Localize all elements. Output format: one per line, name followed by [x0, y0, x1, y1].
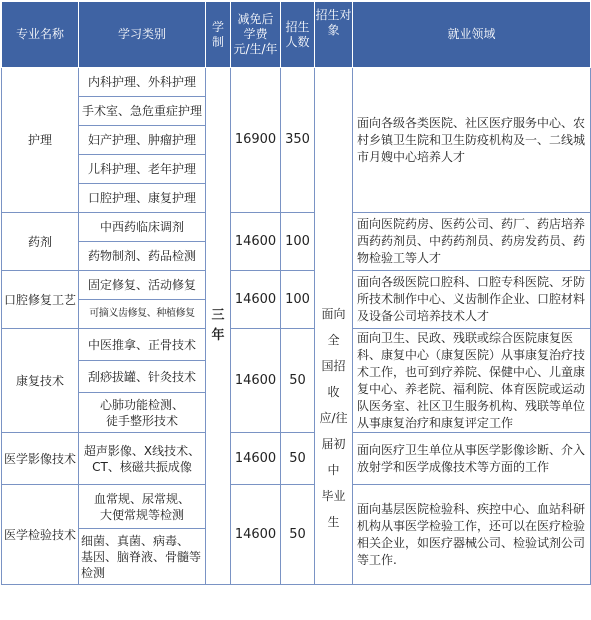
- header-target: [315, 2, 353, 68]
- header-fee-line3: 元/生/年: [233, 42, 278, 56]
- target-line5: 毕业生: [321, 489, 346, 530]
- target-line4: 届初中: [321, 437, 346, 478]
- table-row: [2, 213, 591, 242]
- category-line: 大便常规等检测: [99, 507, 184, 522]
- category-cell: [79, 485, 206, 529]
- major-name: 医学影像技术: [2, 433, 79, 485]
- table-row: [2, 68, 591, 97]
- header-row: [2, 2, 591, 68]
- quota-cell: 350: [281, 68, 315, 213]
- quota-cell: 100: [281, 271, 315, 329]
- fee-cell: 16900: [231, 68, 281, 213]
- header-quota-line1: 招生: [285, 19, 310, 34]
- duration-cell: [206, 68, 231, 585]
- fee-cell: 14600: [231, 271, 281, 329]
- category-cell: 手术室、急危重症护理: [79, 97, 206, 126]
- category-cell: 固定修复、活动修复: [79, 271, 206, 300]
- major-name: 医学检验技术: [2, 485, 79, 585]
- employment-cell: 面向各级医院口腔科、口腔专科医院、牙防所技术制作中心、义齿制作企业、口腔材料及设备公司培养技术人才: [353, 271, 591, 329]
- category-cell: 药物制剂、药品检测: [79, 242, 206, 271]
- quota-cell: 50: [281, 485, 315, 585]
- program-table: [1, 1, 591, 585]
- header-quota-line2: 人数: [285, 34, 310, 49]
- target-line2: 国招收: [321, 359, 346, 400]
- category-cell: [79, 393, 206, 433]
- category-line: 心肺功能检测、: [99, 397, 184, 412]
- target-line3: 应/往: [319, 411, 348, 426]
- fee-cell: 14600: [231, 433, 281, 485]
- header-employment: 就业领域: [353, 2, 591, 68]
- target-line1: 面向全: [321, 307, 346, 348]
- quota-cell: 50: [281, 433, 315, 485]
- target-cell-blank: [315, 68, 353, 213]
- quota-cell: 50: [281, 329, 315, 433]
- category-line: CT、核磁共振成像: [92, 459, 192, 474]
- major-name: 药剂: [2, 213, 79, 271]
- category-cell: 中西药临床调剂: [79, 213, 206, 242]
- header-target-line1: 招生对: [315, 8, 352, 22]
- duration-line2: 年: [211, 328, 225, 343]
- header-fee: [231, 2, 281, 68]
- category-cell: 妇产护理、肿瘤护理: [79, 126, 206, 155]
- category-cell: 儿科护理、老年护理: [79, 155, 206, 184]
- category-cell: 口腔护理、康复护理: [79, 184, 206, 213]
- employment-cell: 面向卫生、民政、残联或综合医院康复医科、康复中心（康复医院）从事康复治疗技术工作，也可到疗养院、保健中心、儿童康复中心、养老院、福利院、体育医院或运动队医务室、社区卫生服务机构、残联等单位从事康复治疗和康复评定工作: [353, 329, 591, 433]
- category-cell: 内科护理、外科护理: [79, 68, 206, 97]
- category-cell: [79, 529, 206, 585]
- category-cell: [79, 433, 206, 485]
- header-fee-line2: 学费: [243, 27, 268, 41]
- category-line: 超声影像、X线技术、: [83, 443, 201, 458]
- major-name: 口腔修复工艺: [2, 271, 79, 329]
- table-row: [2, 329, 591, 361]
- category-line: 徒手整形技术: [105, 413, 178, 428]
- category-line: 细菌、真菌、病毒、: [81, 533, 190, 548]
- category-line: 血常规、尿常规、: [93, 491, 190, 506]
- table-row: [2, 433, 591, 485]
- category-line: 基因、脑脊液、骨髓等: [81, 549, 202, 564]
- header-major: 专业名称: [2, 2, 79, 68]
- header-quota: [281, 2, 315, 68]
- employment-cell: 面向基层医院检验科、疾控中心、血站科研机构从事医学检验工作，还可以在医疗检验相关企业，如医疗器械公司、检验试剂公司等工作.: [353, 485, 591, 585]
- target-cell: [315, 213, 353, 585]
- category-line: 检测: [81, 565, 106, 580]
- quota-cell: 100: [281, 213, 315, 271]
- employment-cell: 面向医疗卫生单位从事医学影像诊断、介入放射学和医学成像技术等方面的工作: [353, 433, 591, 485]
- fee-cell: 14600: [231, 329, 281, 433]
- employment-cell: 面向医院药房、医药公司、药厂、药店培养西药药剂员、中药药剂员、药房发药员、药物检验工等人才: [353, 213, 591, 271]
- category-cell: 刮痧拔罐、针灸技术: [79, 361, 206, 393]
- header-category: 学习类别: [79, 2, 206, 68]
- header-duration-line2: 制: [211, 34, 224, 49]
- table-row: [2, 485, 591, 529]
- fee-cell: 14600: [231, 213, 281, 271]
- fee-cell: 14600: [231, 485, 281, 585]
- table-row: [2, 271, 591, 300]
- header-duration-line1: 学: [211, 19, 224, 34]
- category-cell: 可摘义齿修复、种植修复: [79, 300, 206, 329]
- major-name: 护理: [2, 68, 79, 213]
- employment-cell: 面向各级各类医院、社区医疗服务中心、农村乡镇卫生院和卫生防疫机构及一、二线城市月嫂中心培养人才: [353, 68, 591, 213]
- header-target-line2: 象: [327, 23, 340, 37]
- duration-line1: 三: [211, 308, 225, 323]
- header-fee-line1: 减免后: [237, 12, 274, 26]
- major-name: 康复技术: [2, 329, 79, 433]
- header-duration: [206, 2, 231, 68]
- category-cell: 中医推拿、正骨技术: [79, 329, 206, 361]
